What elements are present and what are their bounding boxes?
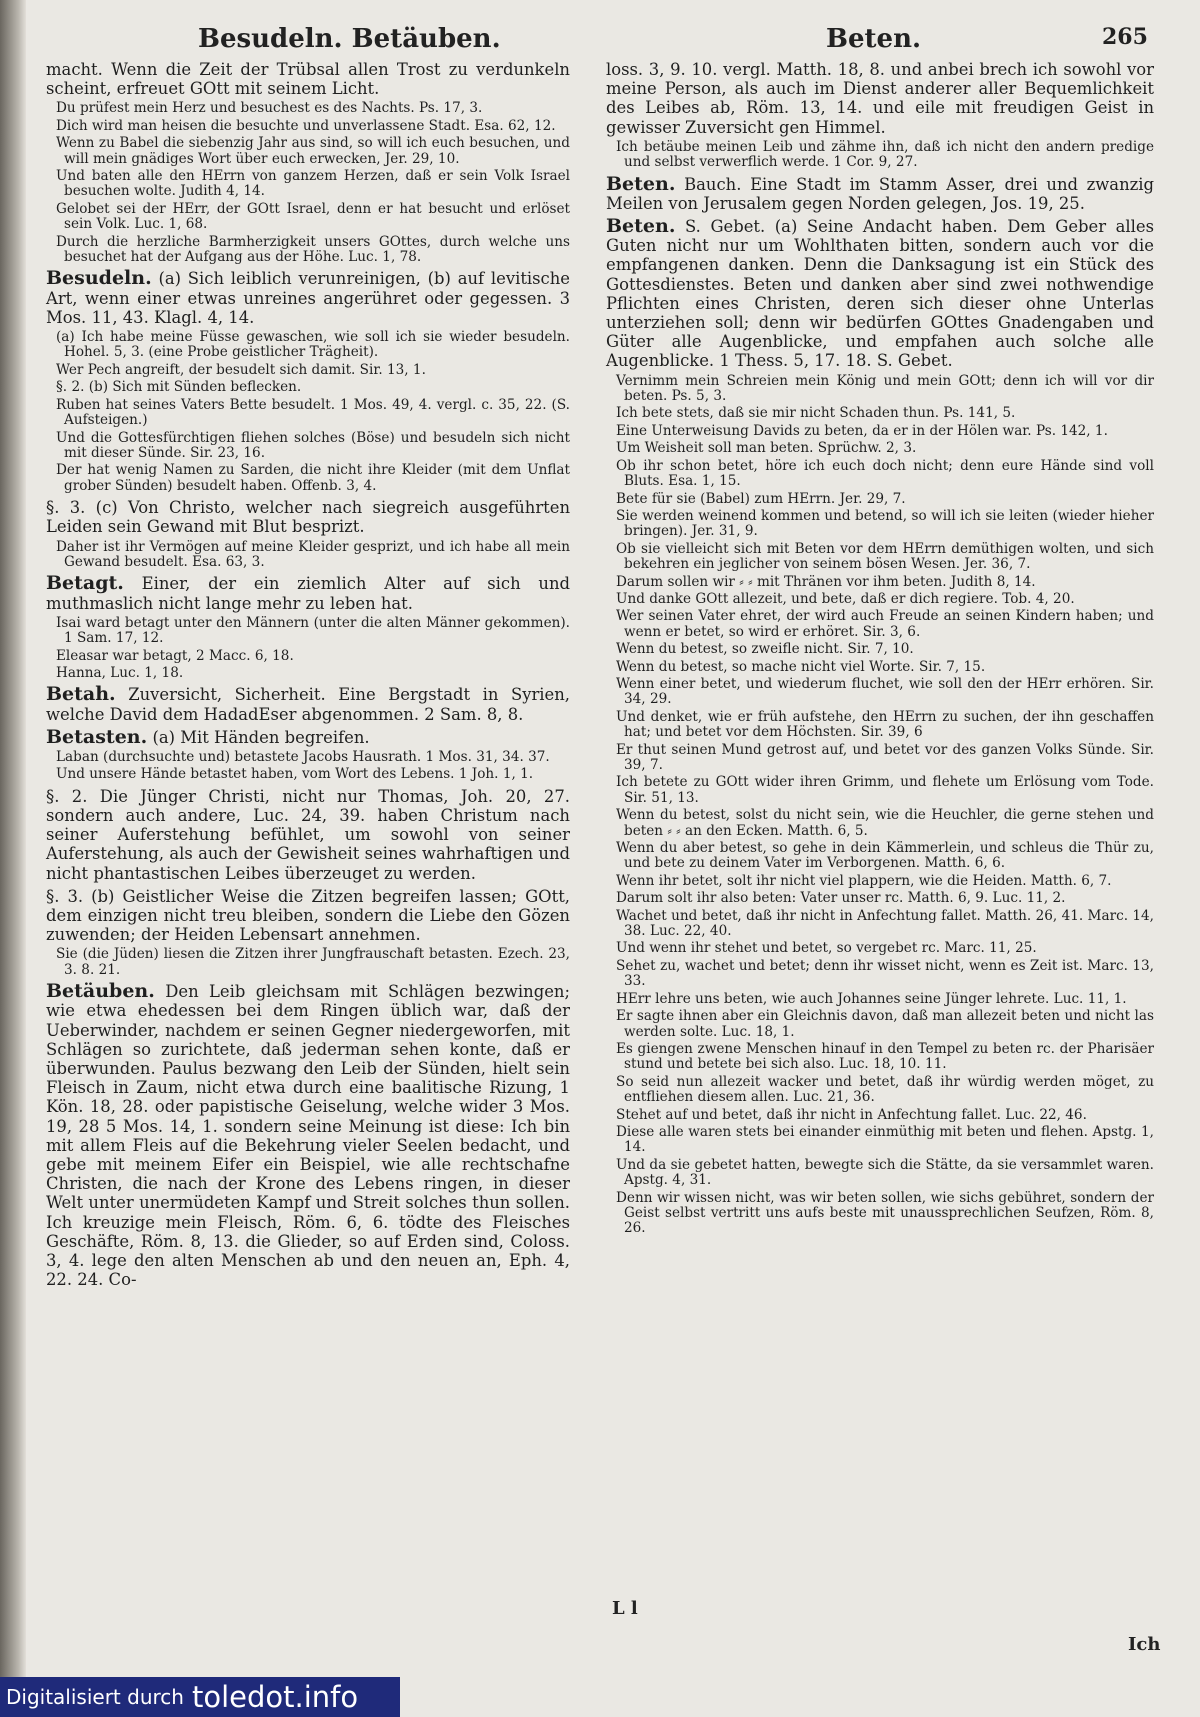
entry-text: Wachet und betet, daß ihr nicht in Anfechtung fallet. Matth. 26, 41. Marc. 14, 38. Luc. 22, 40.	[616, 907, 1154, 940]
banner-prefix: Digitalisiert durch	[6, 1685, 184, 1709]
citation-line	[46, 431, 570, 462]
citation-line	[46, 380, 570, 395]
citation-line	[606, 441, 1154, 456]
citation-line	[606, 1125, 1154, 1156]
catchword: Ich	[1128, 1634, 1161, 1655]
left-column	[46, 56, 570, 1293]
citation-line	[46, 330, 570, 361]
entry-text: Bauch. Eine Stadt im Stamm Asser, drei und zwanzig Meilen von Jerusalem gegen Norden gelegen, Jos. 19, 25.	[606, 174, 1154, 213]
citation-line	[606, 710, 1154, 741]
entry-paragraph	[46, 982, 570, 1289]
citation-line	[46, 540, 570, 571]
entry-text: Der hat wenig Namen zu Sarden, die nicht ihre Kleider (mit dem Unflat grober Sünden) besudelt haben. Offenb. 3, 4.	[56, 462, 570, 494]
entry-paragraph	[46, 887, 570, 945]
entry-paragraph	[46, 574, 570, 612]
citation-line	[606, 1108, 1154, 1123]
citation-line	[46, 169, 570, 200]
citation-line	[606, 1158, 1154, 1189]
citation-line	[46, 767, 570, 782]
digitization-banner[interactable]	[0, 1677, 400, 1717]
entry-text: Ich betäube meinen Leib und zähme ihn, daß ich nicht den andern predige und selbst verwerflich werde. 1 Cor. 9, 27.	[616, 138, 1154, 171]
entry-text: Sehet zu, wachet und betet; denn ihr wisset nicht, wenn es Zeit ist. Marc. 13, 33.	[616, 957, 1154, 990]
entry-text: Den Leib gleichsam mit Schlägen bezwingen; wie etwa ehedessen bei dem Ringen üblich war, daß der Ueberwinder, nachdem er seinen Gegner niedergeworfen, mit Schlägen so zurichtete, daß jederman sehen konte, daß er überwunden. Paulus bezwang den Leib der Sünden, hielt sein Fleisch in Zaum, nicht etwa durch eine baalitische Rizung, 1 Kön. 18, 28. oder papistische Geiselung, welche wider 3 Mos. 19, 28 5 Mos. 14, 1. sondern seine Meinung ist diese: Ich bin mit allem Fleis auf die Bekehrung vieler Seelen bedacht, und gebe mit meinem Eifer ein Beispiel, wie alle rechtschafne Christen, die nach der Krone des Lebens ringen, in dieser Welt unter unermüdeten Kampf und Streit solches thun sollen. Ich kreuzige mein Fleisch, Röm. 6, 6. tödte des Fleisches Geschäfte, Röm. 8, 13. die Glieder, so auf Erden sind, Coloss. 3, 4. lege den alten Menschen ab und den neuen an, Eph. 4, 22. 24. Co-	[46, 982, 570, 1290]
entry-text: Eine Unterweisung Davids zu beten, da er in der Hölen war. Ps. 142, 1.	[616, 422, 1108, 439]
citation-line	[46, 119, 570, 134]
entry-text: §. 2. Die Jünger Christi, nicht nur Thomas, Joh. 20, 27. sondern auch andere, Luc. 24, 39. haben Christum nach seiner Auferstehung befühlet, um sowohl von seiner Auferstehung, als auch der Gewisheit seines wahrhaftigen und nicht phantastischen Leibes überzeuget zu werden.	[46, 786, 570, 883]
entry-text: Wenn du betest, so zweifle nicht. Sir. 7, 10.	[616, 641, 914, 658]
entry-text: Und da sie gebetet hatten, bewegte sich die Stätte, da sie versammlet waren. Apstg. 4, 31.	[616, 1156, 1154, 1189]
entry-text: Und danke GOtt allezeit, und bete, daß er dich regiere. Tob. 4, 20.	[616, 590, 1075, 607]
entry-text: macht. Wenn die Zeit der Trübsal allen Trost zu verdunkeln scheint, erfreuet GOtt mit seinem Licht.	[46, 60, 570, 99]
citation-line	[606, 808, 1154, 839]
citation-line	[606, 959, 1154, 990]
entry-text: Wer seinen Vater ehret, der wird auch Freude an seinen Kindern haben; und wenn er betet, so wird er erhöret. Sir. 3, 6.	[616, 608, 1154, 640]
entry-text: Und unsere Hände betastet haben, vom Wort des Lebens. 1 Joh. 1, 1.	[56, 766, 534, 783]
citation-line	[606, 575, 1154, 590]
entry-text: Sie (die Jüden) liesen die Zitzen ihrer Jungfrauschaft betasten. Ezech. 23, 3. 8. 21.	[56, 946, 570, 978]
citation-line	[606, 841, 1154, 872]
entry-paragraph	[46, 787, 570, 883]
citation-line	[46, 649, 570, 664]
citation-line	[606, 374, 1154, 405]
page-number: 265	[1102, 24, 1148, 50]
citation-line	[606, 459, 1154, 490]
citation-line	[606, 642, 1154, 657]
citation-line	[606, 592, 1154, 607]
entry-paragraph	[46, 725, 570, 748]
book-spine-shadow	[0, 0, 26, 1717]
citation-line	[606, 992, 1154, 1007]
entry-text: Hanna, Luc. 1, 18.	[56, 664, 184, 681]
entry-text: Er thut seinen Mund getrost auf, und betet vor des ganzen Volks Sünde. Sir. 39, 7.	[616, 741, 1154, 773]
citation-line	[606, 509, 1154, 540]
entry-text: Vernimm mein Schreien mein König und mein GOtt; denn ich will vor dir beten. Ps. 5, 3.	[616, 372, 1154, 405]
citation-line	[606, 891, 1154, 906]
citation-line	[46, 136, 570, 167]
citation-line	[606, 677, 1154, 708]
entry-text: Und denket, wie er früh aufstehe, den HErrn zu suchen, der ihn geschaffen hat; und betet vor dem Höchsten. Sir. 39, 6	[616, 708, 1154, 741]
entry-text: So seid nun allezeit wacker und betet, daß ihr würdig werden möget, zu entfliehen diesem allen. Luc. 21, 36.	[616, 1073, 1154, 1106]
citation-line	[606, 406, 1154, 421]
entry-text: Diese alle waren stets bei einander einmüthig mit beten und flehen. Apstg. 1, 14.	[616, 1123, 1154, 1156]
entry-text: §. 3. (b) Geistlicher Weise die Zitzen begreifen lassen; GOtt, dem einzigen nicht treu bleiben, sondern die Liebe den Gözen zuwenden; der Heiden Lebensart annehmen.	[46, 886, 570, 945]
entry-text: Darum sollen wir ⸗ ⸗ mit Thränen vor ihm beten. Judith 8, 14.	[616, 573, 1036, 590]
citation-line	[46, 947, 570, 978]
entry-text: (a) Mit Händen begreifen.	[152, 727, 370, 747]
running-head-left: Besudeln. Betäuben.	[198, 24, 501, 54]
citation-line	[606, 941, 1154, 956]
entry-paragraph	[606, 60, 1154, 137]
citation-line	[46, 463, 570, 494]
citation-line	[46, 616, 570, 647]
citation-line	[46, 363, 570, 378]
entry-text: Einer, der ein ziemlich Alter auf sich und muthmaslich nicht lange mehr zu leben hat.	[46, 574, 570, 613]
citation-line	[606, 743, 1154, 774]
citation-line	[606, 1042, 1154, 1073]
citation-line	[46, 235, 570, 266]
entry-text: Bete für sie (Babel) zum HErrn. Jer. 29, 7.	[616, 490, 906, 507]
citation-line	[606, 1191, 1154, 1237]
entry-text: Ob sie vielleicht sich mit Beten vor dem HErrn demüthigen wolten, und sich bekehren ein jeglicher von seinem bösen Wesen. Jer. 36, 7.	[616, 540, 1154, 573]
entry-text: Wer Pech angreift, der besudelt sich damit. Sir. 13, 1.	[56, 361, 426, 378]
entry-text: Stehet auf und betet, daß ihr nicht in Anfechtung fallet. Luc. 22, 46.	[616, 1106, 1087, 1123]
citation-line	[606, 609, 1154, 640]
entry-text: Wenn zu Babel die siebenzig Jahr aus sind, so will ich euch besuchen, und will mein gnädiges Wort über euch erwecken, Jer. 29, 10.	[56, 135, 570, 167]
citation-line	[606, 1009, 1154, 1040]
entry-text: Wenn ihr betet, solt ihr nicht viel plappern, wie die Heiden. Matth. 6, 7.	[616, 872, 1112, 889]
entry-text: Daher ist ihr Vermögen auf meine Kleider gesprizt, und ich habe all mein Gewand besudelt. Esa. 63, 3.	[56, 538, 570, 570]
entry-text: Zuversicht, Sicherheit. Eine Bergstadt in Syrien, welche David dem HadadEser abgenommen. 2 Sam. 8, 8.	[46, 685, 570, 724]
signature-mark: L l	[612, 1598, 638, 1619]
citation-line	[606, 909, 1154, 940]
citation-line	[46, 101, 570, 116]
entry-paragraph	[46, 60, 570, 98]
entry-text: §. 2. (b) Sich mit Sünden beflecken.	[56, 379, 302, 396]
entry-text: Um Weisheit soll man beten. Sprüchw. 2, 3.	[616, 440, 917, 457]
entry-text: Wenn einer betet, und wiederum fluchet, wie soll den der HErr erhören. Sir. 34, 29.	[616, 675, 1154, 708]
entry-text: (a) Sich leiblich verunreinigen, (b) auf levitische Art, wenn einer etwas unreines angerühret oder gegessen. 3 Mos. 11, 43. Klagl. 4, 14.	[46, 269, 570, 327]
entry-text: Er sagte ihnen aber ein Gleichnis davon, daß man allezeit beten und nicht las werden solte. Luc. 18, 1.	[616, 1008, 1154, 1040]
citation-line	[606, 1075, 1154, 1106]
entry-text: HErr lehre uns beten, wie auch Johannes seine Jünger lehrete. Luc. 11, 1.	[616, 990, 1127, 1007]
entry-paragraph	[46, 269, 570, 327]
citation-line	[606, 775, 1154, 806]
citation-line	[46, 666, 570, 681]
entry-headword: Betah.	[46, 683, 116, 706]
entry-headword: Besudeln.	[46, 267, 152, 290]
entry-text: Du prüfest mein Herz und besuchest es des Nachts. Ps. 17, 3.	[56, 100, 483, 117]
entry-text: Laban (durchsuchte und) betastete Jacobs Hausrath. 1 Mos. 31, 34. 37.	[56, 749, 550, 765]
entry-text: Eleasar war betagt, 2 Macc. 6, 18.	[56, 647, 294, 664]
entry-headword: Betäuben.	[46, 980, 155, 1003]
entry-text: Wenn du betest, solst du nicht sein, wie die Heuchler, die gerne stehen und beten ⸗ ⸗ an den Ecken. Matth. 6, 5.	[616, 807, 1154, 839]
citation-line	[606, 140, 1154, 171]
entry-paragraph	[46, 685, 570, 723]
citation-line	[606, 874, 1154, 889]
citation-line	[606, 424, 1154, 439]
running-head-right: Beten.	[826, 24, 922, 54]
banner-brand[interactable]: toledot.info	[191, 1680, 359, 1714]
entry-text: Isai ward betagt unter den Männern (unter die alten Männer gekommen). 1 Sam. 17, 12.	[56, 614, 570, 647]
entry-text: Und die Gottesfürchtigen fliehen solches (Böse) und besudeln sich nicht mit dieser Sünde. Sir. 23, 16.	[56, 429, 570, 461]
citation-line	[606, 660, 1154, 675]
citation-line	[46, 750, 570, 765]
entry-paragraph	[606, 217, 1154, 371]
entry-text: Wenn du betest, so mache nicht viel Worte. Sir. 7, 15.	[616, 658, 986, 675]
entry-text: Darum solt ihr also beten: Vater unser rc. Matth. 6, 9. Luc. 11, 2.	[616, 890, 1066, 907]
entry-headword: Betagt.	[46, 572, 124, 595]
citation-line	[606, 492, 1154, 507]
entry-text: Dich wird man heisen die besuchte und unverlassene Stadt. Esa. 62, 12.	[56, 117, 556, 134]
entry-text: loss. 3, 9. 10. vergl. Matth. 18, 8. und anbei brech ich sowohl vor meine Person, als auch im Dienst anderer aller Bequemlichkeit des Leibes ab, Röm. 13, 14. und eile mit freudigen Geist in gewisser Zuversicht gen Himmel.	[606, 60, 1154, 137]
entry-text: Durch die herzliche Barmherzigkeit unsers GOttes, durch welche uns besuchet hat der Aufgang aus der Höhe. Luc. 1, 78.	[56, 233, 570, 266]
citation-line	[606, 542, 1154, 573]
entry-text: Ich betete zu GOtt wider ihren Grimm, und flehete um Erlösung vom Tode. Sir. 51, 13.	[616, 774, 1154, 806]
entry-text: S. Gebet. (a) Seine Andacht haben. Dem Geber alles Guten nicht nur um Wohlthaten bitten, sondern auch vor die empfangenen danken. Denn die Danksagung ist ein Stück des Gottesdienstes. Beten und danken aber sind zwei nothwendige Pflichten eines Christen, deren sich dieser ohne Unterlas unterziehen soll; denn wir bedürfen GOttes Gnadengaben und Güter alle Augenblicke, und empfahen auch solche alle Augenblicke. 1 Thess. 5, 17. 18. S. Gebet.	[606, 217, 1154, 371]
entry-text: Es giengen zwene Menschen hinauf in den Tempel zu beten rc. der Pharisäer stund und betete bei sich also. Luc. 18, 10. 11.	[616, 1040, 1154, 1073]
entry-text: Sie werden weinend kommen und betend, so will ich sie leiten (wieder hieher bringen). Jer. 31, 9.	[616, 507, 1154, 540]
entry-paragraph	[46, 498, 570, 536]
citation-line	[46, 398, 570, 429]
entry-text: Gelobet sei der HErr, der GOtt Israel, denn er hat besucht und erlöset sein Volk. Luc. 1, 68.	[56, 200, 570, 233]
entry-text: Ich bete stets, daß sie mir nicht Schaden thun. Ps. 141, 5.	[616, 405, 1016, 422]
entry-text: Ob ihr schon betet, höre ich euch doch nicht; denn eure Hände sind voll Bluts. Esa. 1, 15.	[616, 457, 1154, 490]
entry-text: Und wenn ihr stehet und betet, so vergebet rc. Marc. 11, 25.	[616, 940, 1037, 957]
right-column	[606, 56, 1154, 1239]
entry-text: Denn wir wissen nicht, was wir beten sollen, wie sichs gebühret, sondern der Geist selbst vertritt uns aufs beste mit unaussprechlichen Seufzen, Röm. 8, 26.	[616, 1189, 1154, 1237]
entry-text: §. 3. (c) Von Christo, welcher nach siegreich ausgeführten Leiden sein Gewand mit Blut besprizt.	[46, 498, 570, 537]
entry-text: (a) Ich habe meine Füsse gewaschen, wie soll ich sie wieder besudeln. Hohel. 5, 3. (eine Probe geistlicher Trägheit).	[56, 329, 570, 361]
citation-line	[46, 202, 570, 233]
entry-paragraph	[606, 172, 1154, 213]
entry-text: Und baten alle den HErrn von ganzem Herzen, daß er sein Volk Israel besuchen wolte. Judith 4, 14.	[56, 168, 570, 200]
entry-headword: Beten.	[606, 215, 676, 238]
entry-text: Ruben hat seines Vaters Bette besudelt. 1 Mos. 49, 4. vergl. c. 35, 22. (S. Aufsteigen.)	[56, 396, 570, 429]
entry-text: Wenn du aber betest, so gehe in dein Kämmerlein, und schleus die Thür zu, und bete zu deinem Vater im Verborgenen. Matth. 6, 6.	[616, 840, 1154, 872]
entry-headword: Betasten.	[46, 725, 148, 748]
entry-headword: Beten.	[606, 172, 676, 195]
